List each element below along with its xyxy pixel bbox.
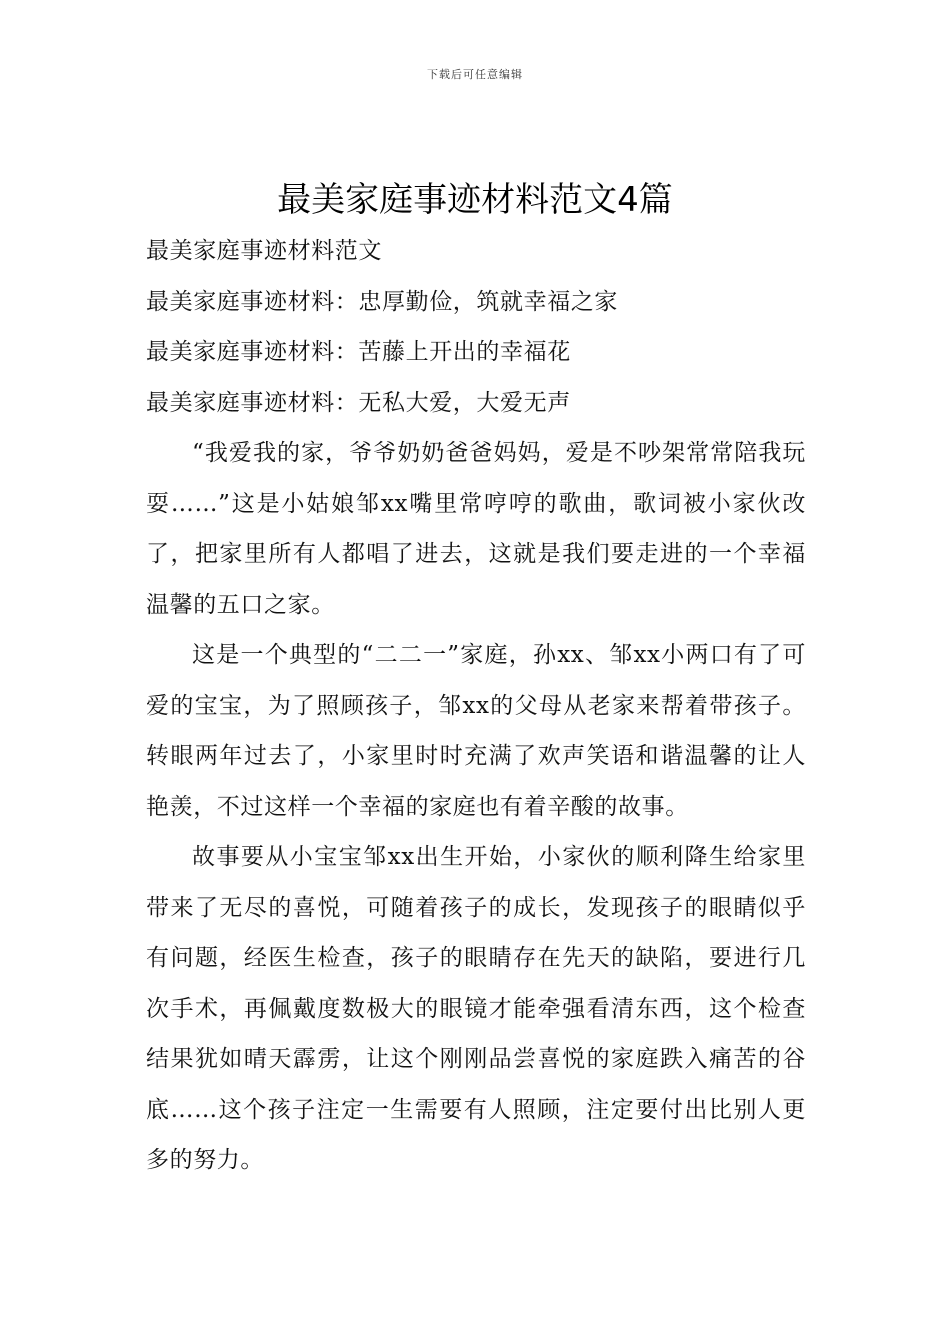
header-note: 下载后可任意编辑 [427, 68, 523, 81]
toc-item-3: 最美家庭事迹材料：苦藤上开出的幸福花 [146, 339, 571, 365]
paragraph-1: “我爱我的家，爷爷奶奶爸爸妈妈，爱是不吵架常常陪我玩耍……”这是小姑娘邹xx嘴里常哼哼的歌曲，歌词被小家伙改了，把家里所有人都唱了进去，这就是我们要走进的一个幸福温馨的五口之家。 [146, 440, 806, 618]
toc-item-1: 最美家庭事迹材料范文 [146, 238, 382, 264]
document-title: 最美家庭事迹材料范文4篇 [277, 180, 673, 220]
document-body [146, 226, 806, 1186]
toc-item-4: 最美家庭事迹材料：无私大爱，大爱无声 [146, 389, 571, 416]
toc-item-2: 最美家庭事迹材料：忠厚勤俭，筑就幸福之家 [146, 288, 618, 315]
paragraph-3: 故事要从小宝宝邹xx出生开始，小家伙的顺利降生给家里带来了无尽的喜悦，可随着孩子的成长，发现孩子的眼睛似乎有问题，经医生检查，孩子的眼睛存在先天的缺陷，要进行几次手术，再佩戴度数极大的眼镜才能牵强看清东西，这个检查结果犹如晴天霹雳，让这个刚刚品尝喜悦的家庭跌入痛苦的谷底……这个孩子注定一生需要有人照顾，注定要付出比别人更多的努力。 [146, 844, 806, 1173]
paragraph-2: 这是一个典型的“二二一”家庭，孙xx、邹xx小两口有了可爱的宝宝，为了照顾孩子，邹xx的父母从老家来帮着带孩子。转眼两年过去了，小家里时时充满了欢声笑语和谐温馨的让人艳羡，不过这样一个幸福的家庭也有着辛酸的故事。 [146, 642, 806, 820]
